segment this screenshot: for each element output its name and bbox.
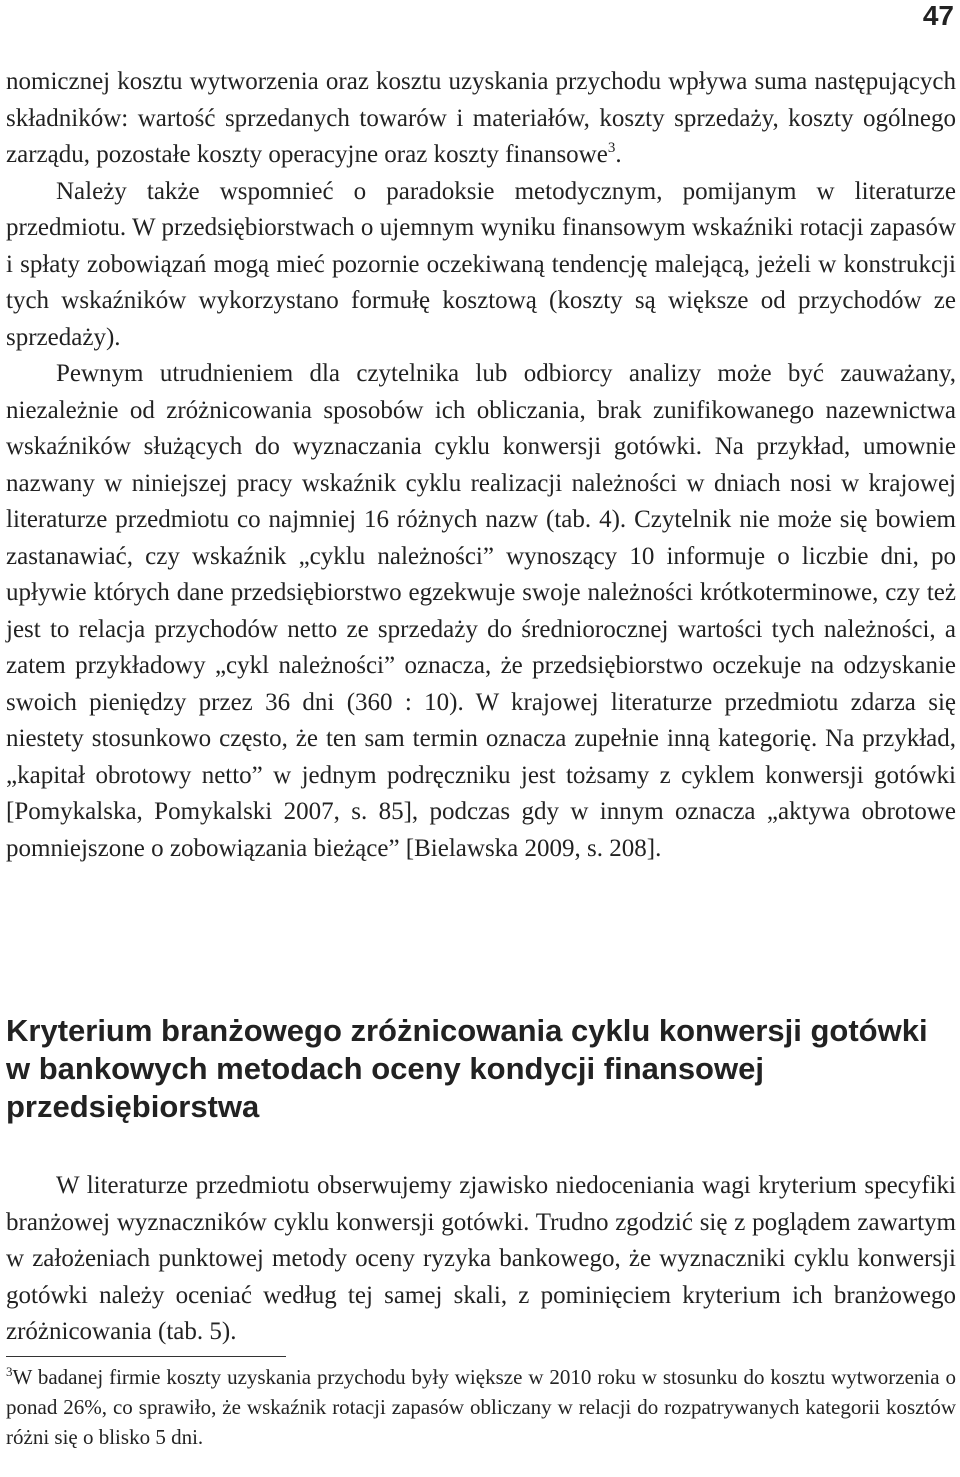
section-heading: Kryterium branżowego zróżnicowania cyklu konwersji gotówki w bankowych metodach oceny kondycji finansowej przedsiębiorstwa: [6, 1013, 928, 1124]
footnote-text: W badanej firmie koszty uzyskania przychodu były większe w 2010 roku w stosunku do kosztu wytworzenia o ponad 26%, co sprawiło, że wskaźnik rotacji zapasów obliczany w relacji do rozpatrywanych kategorii kosztów różni się o blisko 5 dni.: [6, 1365, 956, 1449]
footnote: [6, 1362, 956, 1452]
paragraph-text: nomicznej kosztu wytworzenia oraz kosztu uzyskania przychodu wpływa suma następujących składników: wartość sprzedanych towarów i materiałów, koszty sprzedaży, koszty ogólnego zarządu, pozostałe koszty operacyjne oraz koszty finansowe: [6, 68, 956, 168]
paragraph: Należy także wspomnieć o paradoksie metodycznym, pomijanym w literaturze przedmiotu. W przedsiębiorstwach o ujemnym wyniku finansowym wskaźniki rotacji zapasów i spłaty zobowiązań mogą mieć pozornie oczekiwaną tendencję malejącą, jeżeli w konstrukcji tych wskaźników wykorzystano formułę kosztową (koszty są większe od przychodów ze sprzedaży).: [6, 177, 956, 351]
paragraph: W literaturze przedmiotu obserwujemy zjawisko niedoceniania wagi kryterium specyfiki branżowej wyznaczników cyklu konwersji gotówki. Trudno zgodzić się z poglądem zawartym w założeniach punktowej metody oceny ryzyka bankowego, że wyznaczniki cyklu konwersji gotówki należy oceniać według tej samej skali, z pominięciem kryterium ich branżowego zróżnicowania (tab. 5).: [6, 1172, 956, 1345]
paragraph-text-end: .: [615, 141, 622, 168]
page-number: 47: [922, 0, 954, 31]
footnote-reference[interactable]: 3: [607, 140, 616, 156]
footnote-divider: [6, 1356, 286, 1357]
section-body: [6, 1168, 956, 1351]
body-text: [6, 64, 956, 867]
paragraph: Pewnym utrudnieniem dla czytelnika lub odbiorcy analizy może być zauważany, niezależnie od zróżnicowania sposobów ich obliczania, brak zunifikowanego nazewnictwa wskaźników służących do wyznaczania cyklu konwersji gotówki. Na przykład, umownie nazwany w niniejszej pracy wskaźnik cyklu realizacji należności w dniach nosi w krajowej literaturze przedmiotu co najmniej 16 różnych nazw (tab. 4). Czytelnik nie może się bowiem zastanawiać, czy wskaźnik „cyklu należności” wynoszący 10 informuje o liczbie dni, po upływie których dane przedsiębiorstwo egzekwuje swoje należności krótkoterminowe, czy też jest to relacja przychodów netto ze sprzedaży do średniorocznej wartości tych należności, a zatem przykładowy „cykl należności” oznacza, że przedsiębiorstwo oczekuje na odzyskanie swoich pieniędzy przez 36 dni (360 : 10). W krajowej literaturze przedmiotu zdarza się niestety stosunkowo często, że ten sam termin oznacza zupełnie inną kategorię. Na przykład, „kapitał obrotowy netto” w jednym podręczniku jest tożsamy z cyklem konwersji gotówki [Pomykalska, Pomykalski 2007, s. 85], podczas gdy w innym oznacza „aktywa obrotowe pomniejszone o zobowiązania bieżące” [Bielawska 2009, s. 208].: [6, 360, 956, 862]
paragraph-continuation: [6, 64, 956, 174]
footnote-marker: 3: [6, 1364, 13, 1379]
